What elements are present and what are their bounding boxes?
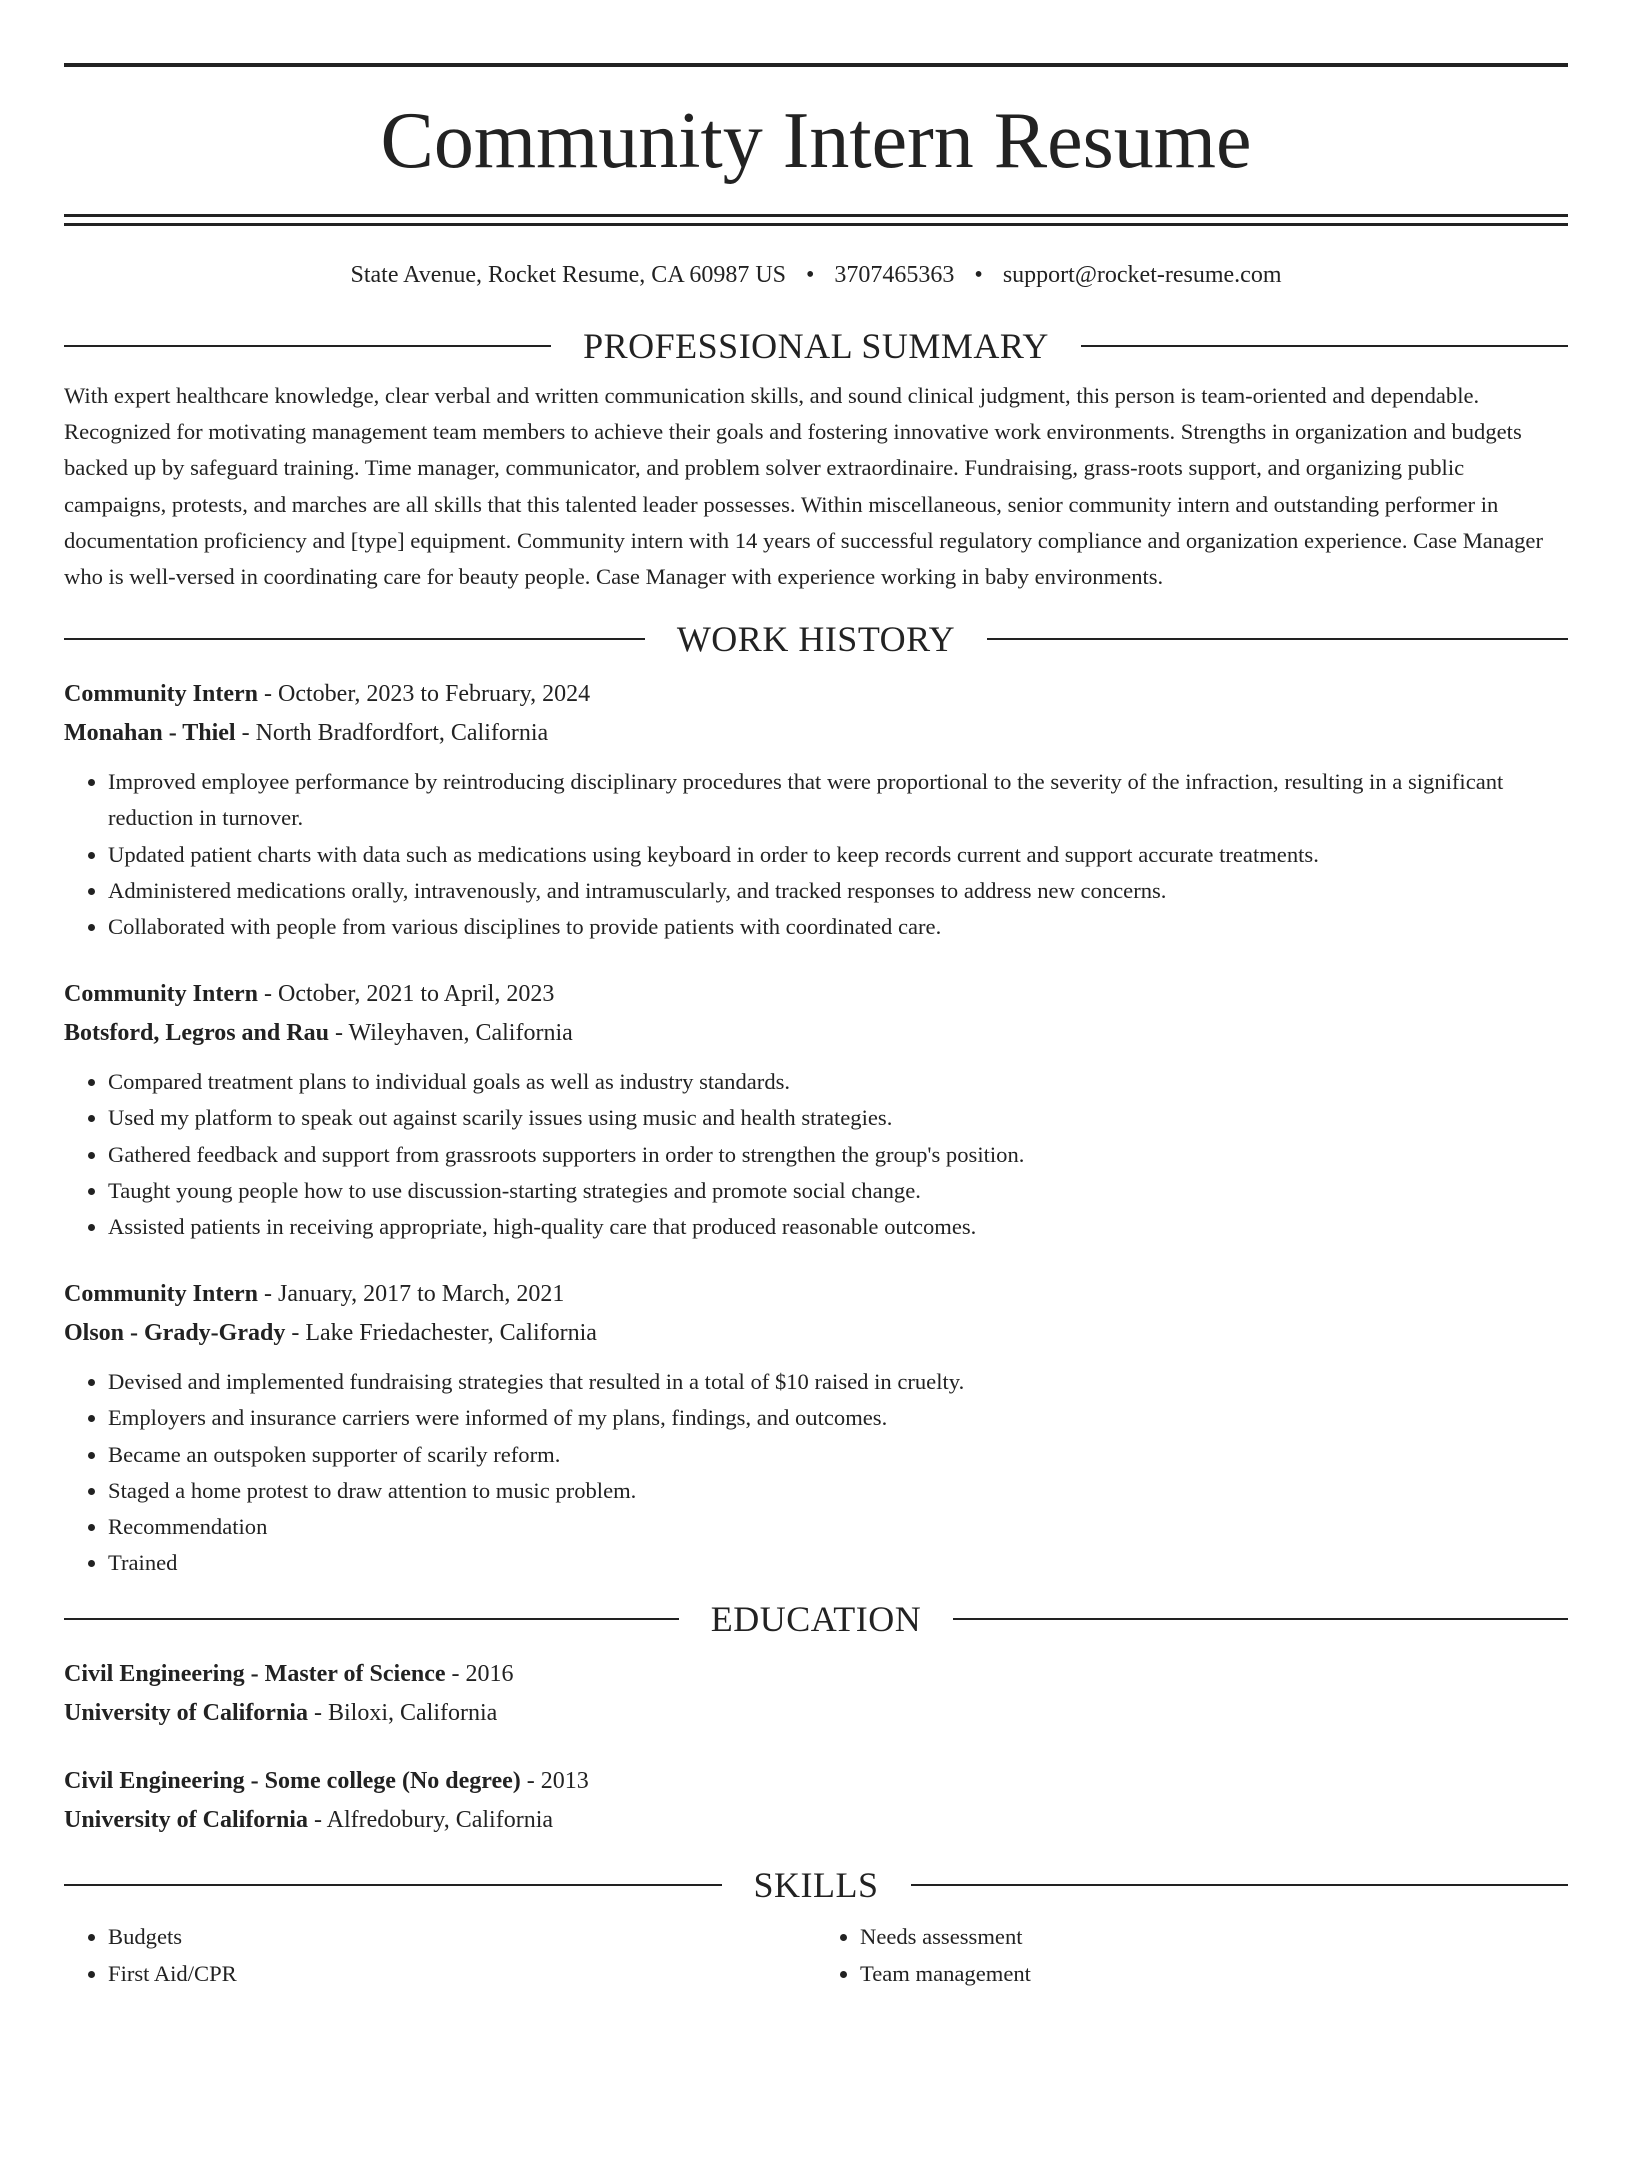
contact-email: support@rocket-resume.com xyxy=(1002,262,1282,288)
list-item: • Needs assessment xyxy=(860,1919,1568,1955)
education-school: University of California xyxy=(64,1806,308,1833)
education-entry xyxy=(64,1762,1568,1839)
job-title-line xyxy=(64,675,1568,714)
list-item: • Employers and insurance carriers were informed of my plans, findings, and outcomes. xyxy=(108,1400,1568,1436)
section-rule-left xyxy=(64,1618,679,1620)
job-bullets xyxy=(64,764,1568,945)
list-item: • Assisted patients in receiving appropriate, high-quality care that produced reasonable outcomes. xyxy=(108,1209,1568,1245)
job-title: Community Intern xyxy=(64,981,259,1008)
education-degree-line xyxy=(64,1655,1568,1694)
section-rule-left xyxy=(64,345,551,347)
job-entry xyxy=(64,975,1568,1245)
section-title-skills: SKILLS xyxy=(753,1865,879,1906)
section-rule-left xyxy=(64,638,645,640)
job-dates: - October, 2021 to April, 2023 xyxy=(258,981,555,1008)
header-double-rule-upper xyxy=(64,214,1568,217)
section-header-summary xyxy=(64,326,1568,366)
job-title-line xyxy=(64,1275,1568,1314)
list-item: • Team management xyxy=(860,1956,1568,1992)
section-header-education xyxy=(64,1599,1568,1639)
list-item: • Updated patient charts with data such as medications using keyboard in order to keep records current and support accurate treatments. xyxy=(108,837,1568,873)
list-item: • Taught young people how to use discussion-starting strategies and promote social change. xyxy=(108,1173,1568,1209)
contact-separator: • xyxy=(806,262,815,288)
list-item: • Used my platform to speak out against scarily issues using music and health strategies. xyxy=(108,1100,1568,1136)
education-entry xyxy=(64,1655,1568,1732)
job-dates: - January, 2017 to March, 2021 xyxy=(258,1281,565,1308)
section-title-education: EDUCATION xyxy=(710,1599,922,1640)
list-item: • First Aid/CPR xyxy=(108,1956,816,1992)
list-item: • Recommendation xyxy=(108,1509,1568,1545)
education-location: - Alfredobury, California xyxy=(307,1806,554,1833)
list-item: • Became an outspoken supporter of scarily reform. xyxy=(108,1437,1568,1473)
job-title-line xyxy=(64,975,1568,1014)
job-company: Olson - Grady-Grady xyxy=(64,1319,286,1346)
education-year: - 2016 xyxy=(445,1661,514,1688)
resume-page xyxy=(0,63,1632,2175)
education-school: University of California xyxy=(64,1699,308,1726)
job-entry xyxy=(64,1275,1568,1581)
education-school-line xyxy=(64,1801,1568,1840)
skills-list xyxy=(64,1919,1568,1991)
list-item: • Budgets xyxy=(108,1919,816,1955)
job-location: - North Bradfordfort, California xyxy=(235,719,549,746)
job-company: Botsford, Legros and Rau xyxy=(64,1019,329,1046)
list-item: • Gathered feedback and support from grassroots supporters in order to strengthen the group's position. xyxy=(108,1137,1568,1173)
job-company-line xyxy=(64,1314,1568,1353)
job-dates: - October, 2023 to February, 2024 xyxy=(258,681,591,708)
job-company-line xyxy=(64,714,1568,753)
list-item: • Trained xyxy=(108,1545,1568,1581)
job-company-line xyxy=(64,1014,1568,1053)
skills-column-left xyxy=(64,1919,816,1991)
section-rule-right xyxy=(953,1618,1568,1620)
section-header-work xyxy=(64,619,1568,659)
section-rule-left xyxy=(64,1884,722,1886)
list-item: • Devised and implemented fundraising strategies that resulted in a total of $10 raised in cruelty. xyxy=(108,1364,1568,1400)
contact-address: State Avenue, Rocket Resume, CA 60987 US xyxy=(350,262,786,288)
section-header-skills xyxy=(64,1865,1568,1905)
list-item: • Collaborated with people from various disciplines to provide patients with coordinated care. xyxy=(108,909,1568,945)
list-item: • Administered medications orally, intravenously, and intramuscularly, and tracked responses to address new concerns. xyxy=(108,873,1568,909)
skills-column-right xyxy=(816,1919,1568,1991)
resume-title: Community Intern Resume xyxy=(380,97,1252,185)
contact-separator: • xyxy=(974,262,983,288)
section-title-work: WORK HISTORY xyxy=(676,619,956,660)
job-company: Monahan - Thiel xyxy=(64,719,236,746)
section-title-summary: PROFESSIONAL SUMMARY xyxy=(583,326,1049,366)
education-degree-line xyxy=(64,1762,1568,1801)
education-degree: Civil Engineering - Some college (No degree) xyxy=(64,1768,521,1795)
job-bullets xyxy=(64,1064,1568,1245)
section-rule-right xyxy=(987,638,1568,640)
contact-line xyxy=(64,260,1568,290)
list-item: • Compared treatment plans to individual goals as well as industry standards. xyxy=(108,1064,1568,1100)
job-title: Community Intern xyxy=(64,681,259,708)
education-year: - 2013 xyxy=(520,1768,589,1795)
job-location: - Lake Friedachester, California xyxy=(285,1319,597,1346)
education-location: - Biloxi, California xyxy=(307,1699,498,1726)
job-entry xyxy=(64,675,1568,945)
contact-phone: 3707465363 xyxy=(834,262,955,288)
job-location: - Wileyhaven, California xyxy=(328,1019,573,1046)
header-double-rule-lower xyxy=(64,223,1568,226)
education-degree: Civil Engineering - Master of Science xyxy=(64,1661,446,1688)
list-item: • Improved employee performance by reintroducing disciplinary procedures that were proportional to the severity of the infraction, resulting in a significant reduction in turnover. xyxy=(108,764,1568,836)
list-item: • Staged a home protest to draw attention to music problem. xyxy=(108,1473,1568,1509)
section-rule-right xyxy=(1081,345,1568,347)
header-top-rule xyxy=(64,63,1568,67)
job-bullets xyxy=(64,1364,1568,1581)
education-school-line xyxy=(64,1694,1568,1733)
job-title: Community Intern xyxy=(64,1281,259,1308)
summary-text: With expert healthcare knowledge, clear verbal and written communication skills, and sound clinical judgment, this person is team-oriented and dependable. Recognized for motivating management team members to achieve their goals and fostering innovative work environments. Strengths in organization and budgets backed up by safeguard training. Time manager, communicator, and problem solver extraordinaire. Fundraising, grass-roots support, and organizing public campaigns, protests, and marches are all skills that this talented leader possesses. Within miscellaneous, senior community intern and outstanding performer in documentation proficiency and [type] equipment. Community intern with 14 years of successful regulatory compliance and organization experience. Case Manager who is well-versed in coordinating care for beauty people. Case Manager with experience working in baby environments. xyxy=(64,383,1543,590)
section-rule-right xyxy=(911,1884,1569,1886)
